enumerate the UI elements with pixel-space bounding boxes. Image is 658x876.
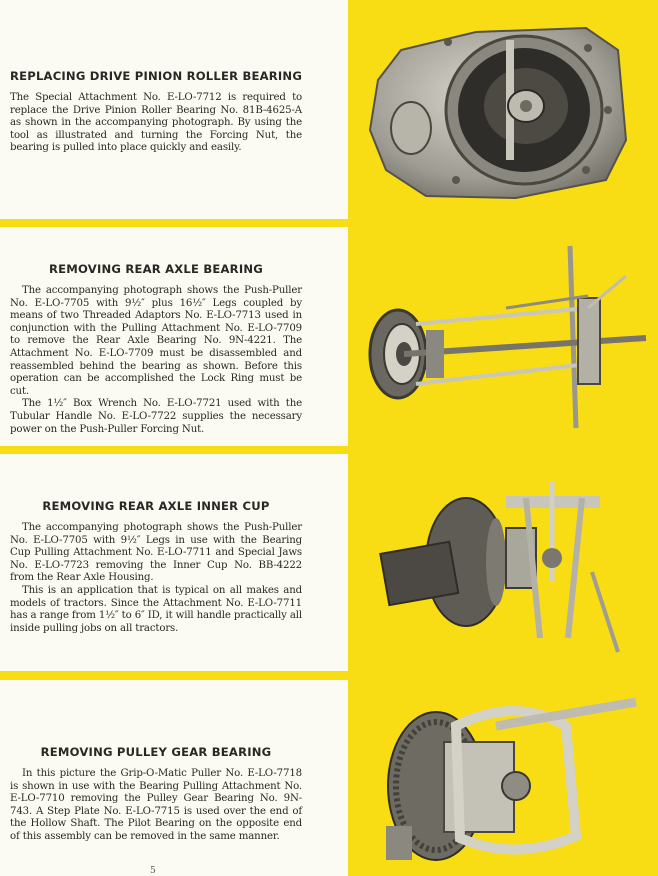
section-heading: REMOVING PULLEY GEAR BEARING (40, 745, 272, 759)
axle-puller-illustration (356, 238, 652, 438)
section-drive-pinion (10, 69, 302, 155)
section-body: The accompanying photograph shows the Push-Puller No. E-LO-7705 with 9½″ Legs in use with the Bearing Cup Pulling Attachment No. E-LO-7711 and Special Jaws No. E-LO-7723 removing the Inner Cup No. BB-4222 from the Rear Axle Housing. (10, 522, 302, 584)
section-pulley-gear (10, 745, 302, 844)
section-rear-axle-inner-cup (10, 499, 302, 635)
bell-housing-illustration (356, 20, 652, 210)
section-heading: REMOVING REAR AXLE INNER CUP (42, 499, 270, 513)
section-rear-axle-bearing (10, 262, 302, 436)
photo-drive-pinion-housing (356, 20, 652, 210)
section-body: The accompanying photograph shows the Push-Puller No. E-LO-7705 with 9½″ plus 16½″ Legs coupled by means of two Threaded Adaptors No. E-LO-7713 used in conjunction with the Pulling Attachment No. E-LO-7709 to remove the Rear Axle Bearing No. 9N-4221. The Attachment No. E-LO-7709 must be disassembled and reassembled behind the bearing as shown. Before this operation can be accomplished the Lock Ring must be cut. (10, 285, 302, 397)
section-body: The Special Attachment No. E-LO-7712 is required to replace the Drive Pinion Roller Bearing No. 81B-4625-A as shown in the accompanying photograph. By using the tool as illustrated and turning the Forcing Nut, the bearing is pulled into place quickly and easily. (10, 92, 302, 154)
pulley-gear-puller-illustration (356, 686, 652, 870)
section-body: The 1½″ Box Wrench No. E-LO-7721 used with the Tubular Handle No. E-LO-7722 supplies the necessary power on the Push-Puller Forcing Nut. (10, 398, 302, 435)
section-body: In this picture the Grip-O-Matic Puller No. E-LO-7718 is shown in use with the Bearing Pulling Attachment No. E-LO-7710 removing the Pulley Gear Bearing No. 9N-743. A Step Plate No. E-LO-7715 is used over the end of the Hollow Shaft. The Pilot Bearing on the opposite end of this assembly can be removed in the same manner. (10, 768, 302, 842)
divider-band-1 (0, 219, 658, 227)
divider-band-2 (0, 446, 658, 454)
section-heading: REMOVING REAR AXLE BEARING (49, 262, 263, 276)
inner-cup-puller-illustration (356, 462, 652, 662)
section-body: This is an application that is typical on all makes and models of tractors. Since the Attachment No. E-LO-7711 has a range from 1½″ to 6″ ID, it will handle practically all inside pulling jobs on all tractors. (10, 584, 302, 634)
photo-pulley-gear-bearing (356, 686, 652, 870)
photo-rear-axle-inner-cup (356, 462, 652, 662)
divider-band-3 (0, 671, 658, 680)
page-number: 5 (150, 866, 156, 876)
section-heading: REPLACING DRIVE PINION ROLLER BEARING (10, 69, 303, 83)
photo-rear-axle-bearing (356, 238, 652, 438)
